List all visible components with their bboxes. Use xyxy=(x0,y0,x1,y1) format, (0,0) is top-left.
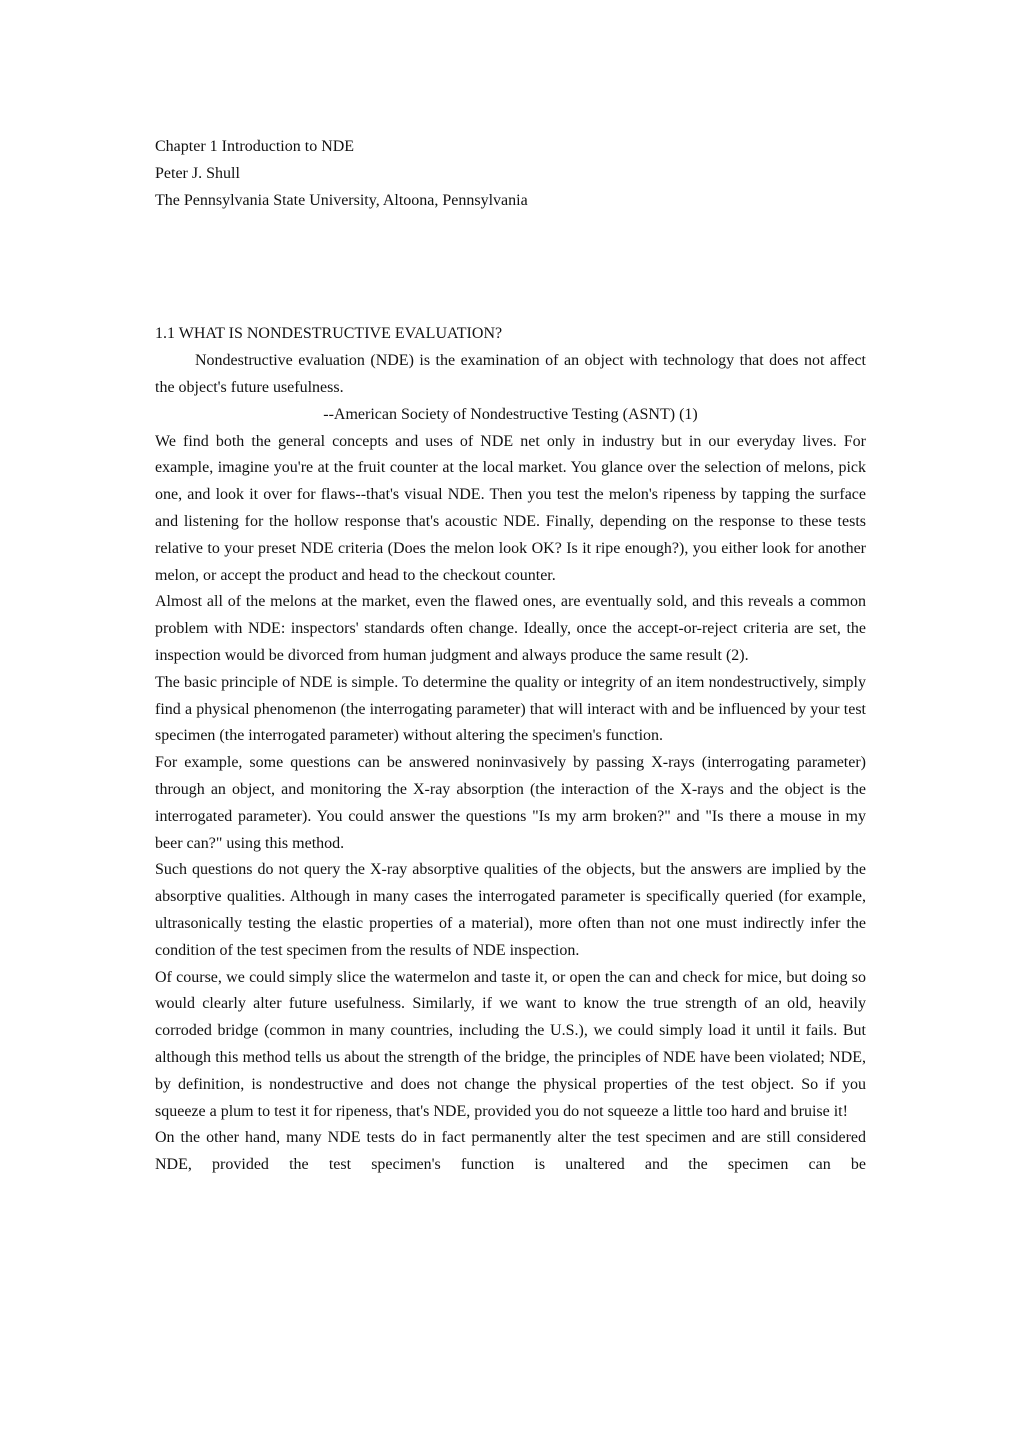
chapter-header xyxy=(155,134,866,214)
section-1-1 xyxy=(155,321,866,1179)
chapter-title: Chapter 1 Introduction to NDE xyxy=(155,138,355,155)
body-paragraph: Almost all of the melons at the market, even the flawed ones, are eventually sold, and this reveals a common problem with NDE: inspectors' standards often change. Ideally, once the accept-or-reject criteria are set, the inspection would be divorced from human judgment and always produce the same result (2). xyxy=(155,593,866,664)
author-name: Peter J. Shull xyxy=(155,164,240,182)
author-affiliation: The Pennsylvania State University, Altoona, Pennsylvania xyxy=(155,191,528,209)
body-paragraph: On the other hand, many NDE tests do in fact permanently alter the test specimen and are still considered NDE, provided the test specimen's function is unaltered and the specimen can be xyxy=(155,1129,866,1174)
body-paragraph: The basic principle of NDE is simple. To determine the quality or integrity of an item nondestructively, simply find a physical phenomenon (the interrogating parameter) that will interact with and be influenced by your test specimen (the interrogated parameter) without altering the specimen's function. xyxy=(155,673,866,745)
page-content xyxy=(155,134,866,1179)
quote-attribution: --American Society of Nondestructive Testing (ASNT) (1) xyxy=(323,405,698,423)
body-paragraph: We find both the general concepts and uses of NDE net only in industry but in our everyday lives. For example, imagine you're at the fruit counter at the local market. You glance over the selection of melons, pick one, and look it over for flaws--that's visual NDE. Then you test the melon's ripeness by tapping the surface and listening for the hollow response that's acoustic NDE. Finally, depending on the response to these tests relative to your preset NDE criteria (Does the melon look OK? Is it ripe enough?), you either look for another melon, or accept the product and head to the checkout counter. xyxy=(155,432,866,584)
definition-quote: Nondestructive evaluation (NDE) is the examination of an object with technology that does not affect the object's future usefulness. xyxy=(155,352,866,396)
body-paragraph: Of course, we could simply slice the watermelon and taste it, or open the can and check for mice, but doing so would clearly alter future usefulness. Similarly, if we want to know the true strength of an old, heavily corroded bridge (common in many countries, including the U.S.), we could simply load it until it fails. But although this method tells us about the strength of the bridge, the principles of NDE have been violated; NDE, by definition, is nondestructive and does not change the physical properties of the test object. So if you squeeze a plum to test it for ripeness, that's NDE, provided you do not squeeze a little too hard and bruise it! xyxy=(155,968,866,1120)
section-heading: 1.1 WHAT IS NONDESTRUCTIVE EVALUATION? xyxy=(155,325,503,343)
body-paragraph: Such questions do not query the X-ray absorptive qualities of the objects, but the answers are implied by the absorptive qualities. Although in many cases the interrogated parameter is specifically queried (for example, ultrasonically testing the elastic properties of a material), more often than not one must indirectly infer the condition of the test specimen from the results of NDE inspection. xyxy=(155,861,866,959)
body-paragraph: For example, some questions can be answered noninvasively by passing X-rays (interrogating parameter) through an object, and monitoring the X-ray absorption (the interaction of the X-rays and the object is the interrogated parameter). You could answer the questions "Is my arm broken?" and "Is there a mouse in my beer can?" using this method. xyxy=(155,754,866,852)
